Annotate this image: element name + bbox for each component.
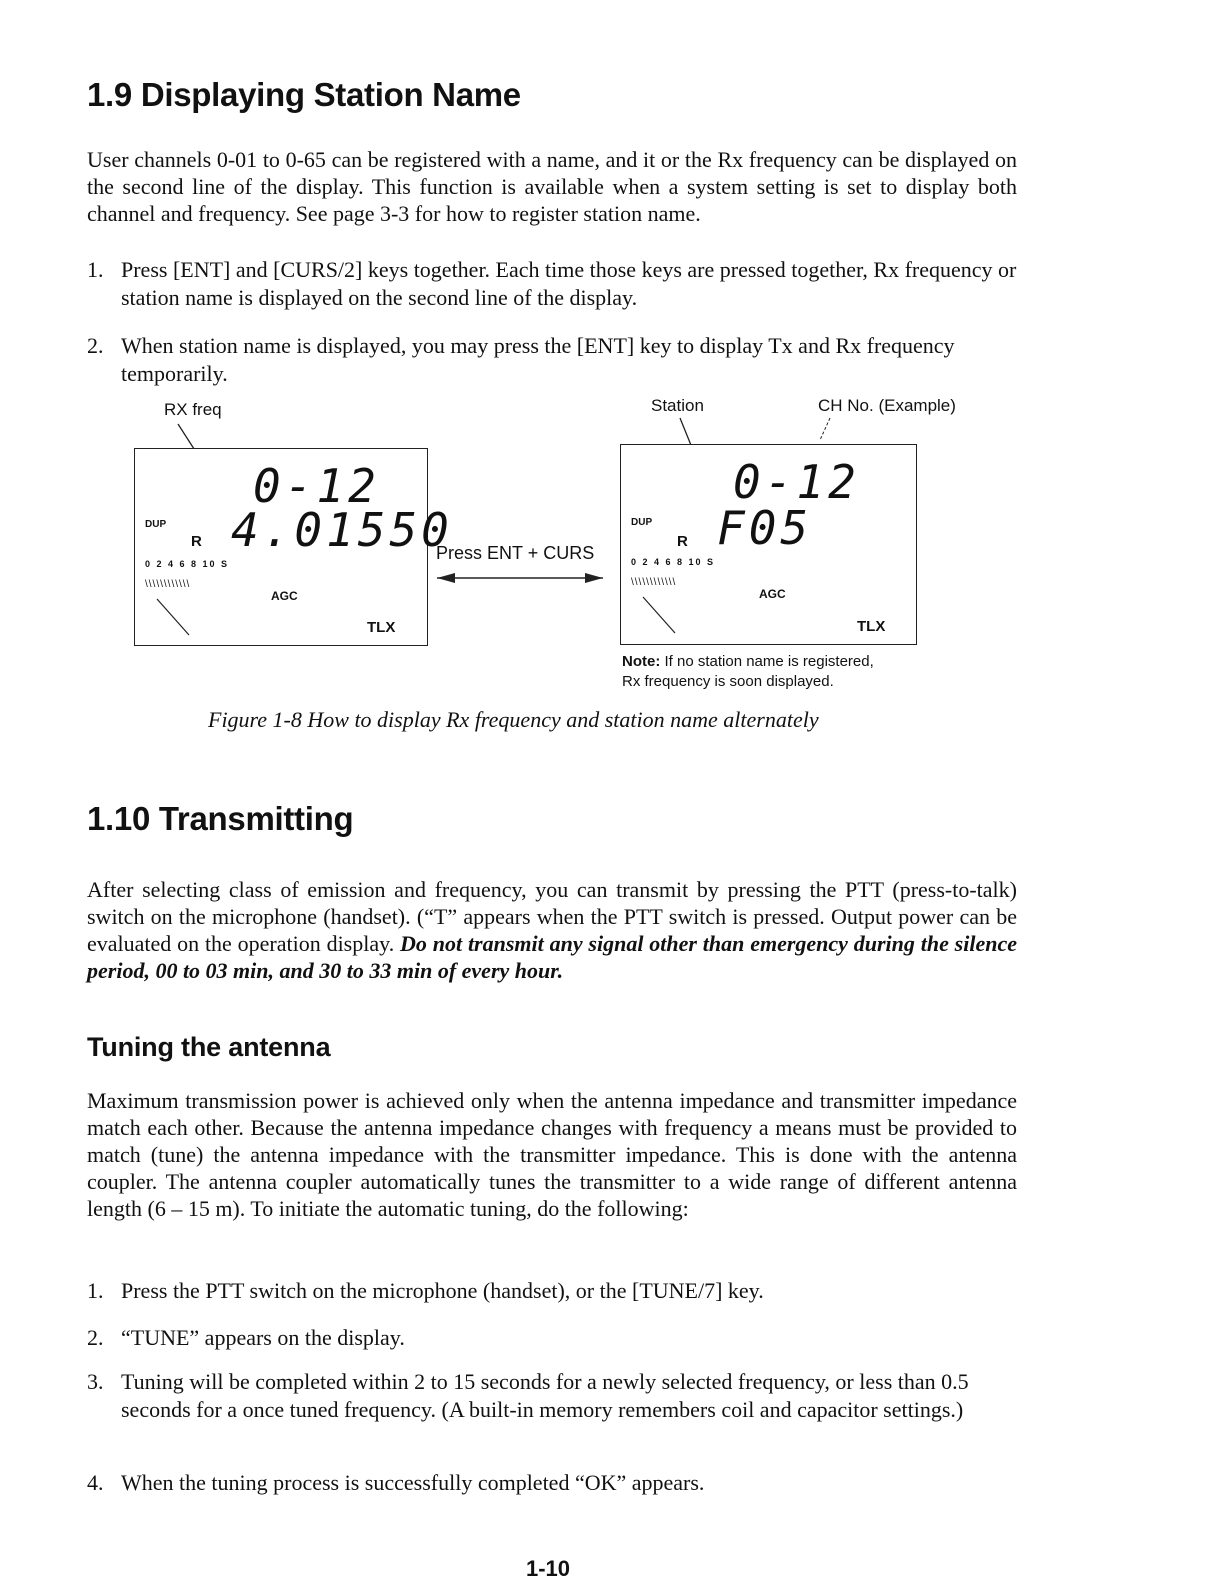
section-1-9-intro: User channels 0-01 to 0-65 can be registered with a name, and it or the Rx frequency can be displayed on the second line of the display. This function is available when a system setting is set to display both channel and frequency. See page 3-3 for how to register station name. bbox=[87, 147, 1017, 226]
lcd-rx-frequency: 4.01550 bbox=[231, 503, 453, 557]
section-1-10-heading: 1.10 Transmitting bbox=[87, 800, 354, 837]
lcd-display-station-name bbox=[620, 444, 917, 645]
lcd-dup-indicator: DUP bbox=[145, 519, 167, 530]
lcd-display-rx-freq bbox=[134, 448, 453, 646]
step-number: 3. bbox=[87, 1369, 104, 1394]
lcd-needle bbox=[641, 595, 681, 637]
list-item bbox=[87, 1277, 1017, 1307]
lcd-agc-indicator: AGC bbox=[759, 587, 786, 601]
figure-note bbox=[622, 652, 952, 692]
lcd-agc-indicator: AGC bbox=[271, 589, 298, 603]
tuning-intro: Maximum transmission power is achieved only when the antenna impedance and transmitter impedance match each other. Because the antenna impedance changes with frequency a means must be provided to match (tune) the antenna impedance with the transmitter impedance. This is done with the antenna coupler. The antenna coupler automatically tunes the transmitter to a wide range of different antenna length (6 – 15 m). To initiate the automatic tuning, do the following: bbox=[87, 1088, 1017, 1221]
rx-freq-label: RX freq bbox=[164, 400, 222, 419]
lcd-channel-number: 0-12 bbox=[733, 455, 860, 509]
section-1-9-heading: 1.9 Displaying Station Name bbox=[87, 76, 521, 113]
list-item bbox=[87, 1324, 1017, 1354]
lcd-r-indicator: R bbox=[677, 533, 688, 550]
figure-caption: Figure 1-8 How to display Rx frequency and station name alternately bbox=[208, 707, 819, 732]
step-text: When station name is displayed, you may press the [ENT] key to display Tx and Rx frequency temporarily. bbox=[121, 333, 955, 386]
section-1-10-body bbox=[87, 876, 1017, 984]
station-label: Station bbox=[651, 396, 704, 415]
lcd-signal-scale: 0 2 4 6 8 10 S bbox=[145, 559, 230, 569]
lcd-station-name: F05 bbox=[717, 501, 813, 555]
tuning-heading: Tuning the antenna bbox=[87, 1032, 331, 1062]
step-number: 1. bbox=[87, 1278, 104, 1303]
lcd-dup-indicator: DUP bbox=[631, 517, 653, 528]
list-item bbox=[87, 1368, 1017, 1454]
step-number: 1. bbox=[87, 257, 104, 282]
lcd-channel-number: 0-12 bbox=[253, 459, 380, 513]
step-number: 2. bbox=[87, 333, 104, 358]
transmit-instructions: After selecting class of emission and frequency, you can transmit by pressing the PTT (press-to-talk) switch on the microphone (handset). (“T” appears when the PTT switch is pressed. Output power can be evaluated on the operation display. bbox=[87, 877, 1017, 956]
step-text: Press [ENT] and [CURS/2] keys together. Each time those keys are pressed together, Rx frequency or station name is displayed on the second line of the display. bbox=[121, 257, 1017, 310]
lcd-tlx-indicator: TLX bbox=[367, 619, 396, 636]
ch-no-label: CH No. (Example) bbox=[818, 396, 956, 415]
lcd-signal-scale: 0 2 4 6 8 10 S bbox=[631, 557, 716, 567]
step-number: 4. bbox=[87, 1470, 104, 1495]
silence-period-warning: Do not transmit any signal other than emergency during the silence period, 00 to 03 min, and 30 to 33 min of every hour. bbox=[87, 931, 1017, 983]
lcd-needle bbox=[155, 597, 195, 639]
lcd-tlx-indicator: TLX bbox=[857, 618, 886, 635]
lcd-r-indicator: R bbox=[191, 533, 202, 550]
step-text: Tuning will be completed within 2 to 15 seconds for a newly selected frequency, or less than 0.5 seconds for a once tuned frequency. (A built-in memory remembers coil and capacitor settings.) bbox=[121, 1369, 969, 1422]
step-text: When the tuning process is successfully completed “OK” appears. bbox=[121, 1470, 705, 1495]
page-number: 1-10 bbox=[526, 1556, 571, 1581]
lcd-signal-ticks: \\\\\\\\\\\\ bbox=[145, 579, 191, 590]
note-line-1: If no station name is registered, bbox=[664, 653, 874, 670]
lcd-signal-ticks: \\\\\\\\\\\\ bbox=[631, 577, 677, 588]
step-text: Press the PTT switch on the microphone (handset), or the [TUNE/7] key. bbox=[121, 1278, 764, 1303]
step-number: 2. bbox=[87, 1325, 104, 1350]
press-ent-curs-label: Press ENT + CURS bbox=[436, 543, 595, 563]
note-line-2: Rx frequency is soon displayed. bbox=[622, 673, 834, 690]
note-bold-label: Note: bbox=[622, 653, 661, 670]
list-item bbox=[87, 1469, 1017, 1499]
step-text: “TUNE” appears on the display. bbox=[121, 1325, 405, 1350]
